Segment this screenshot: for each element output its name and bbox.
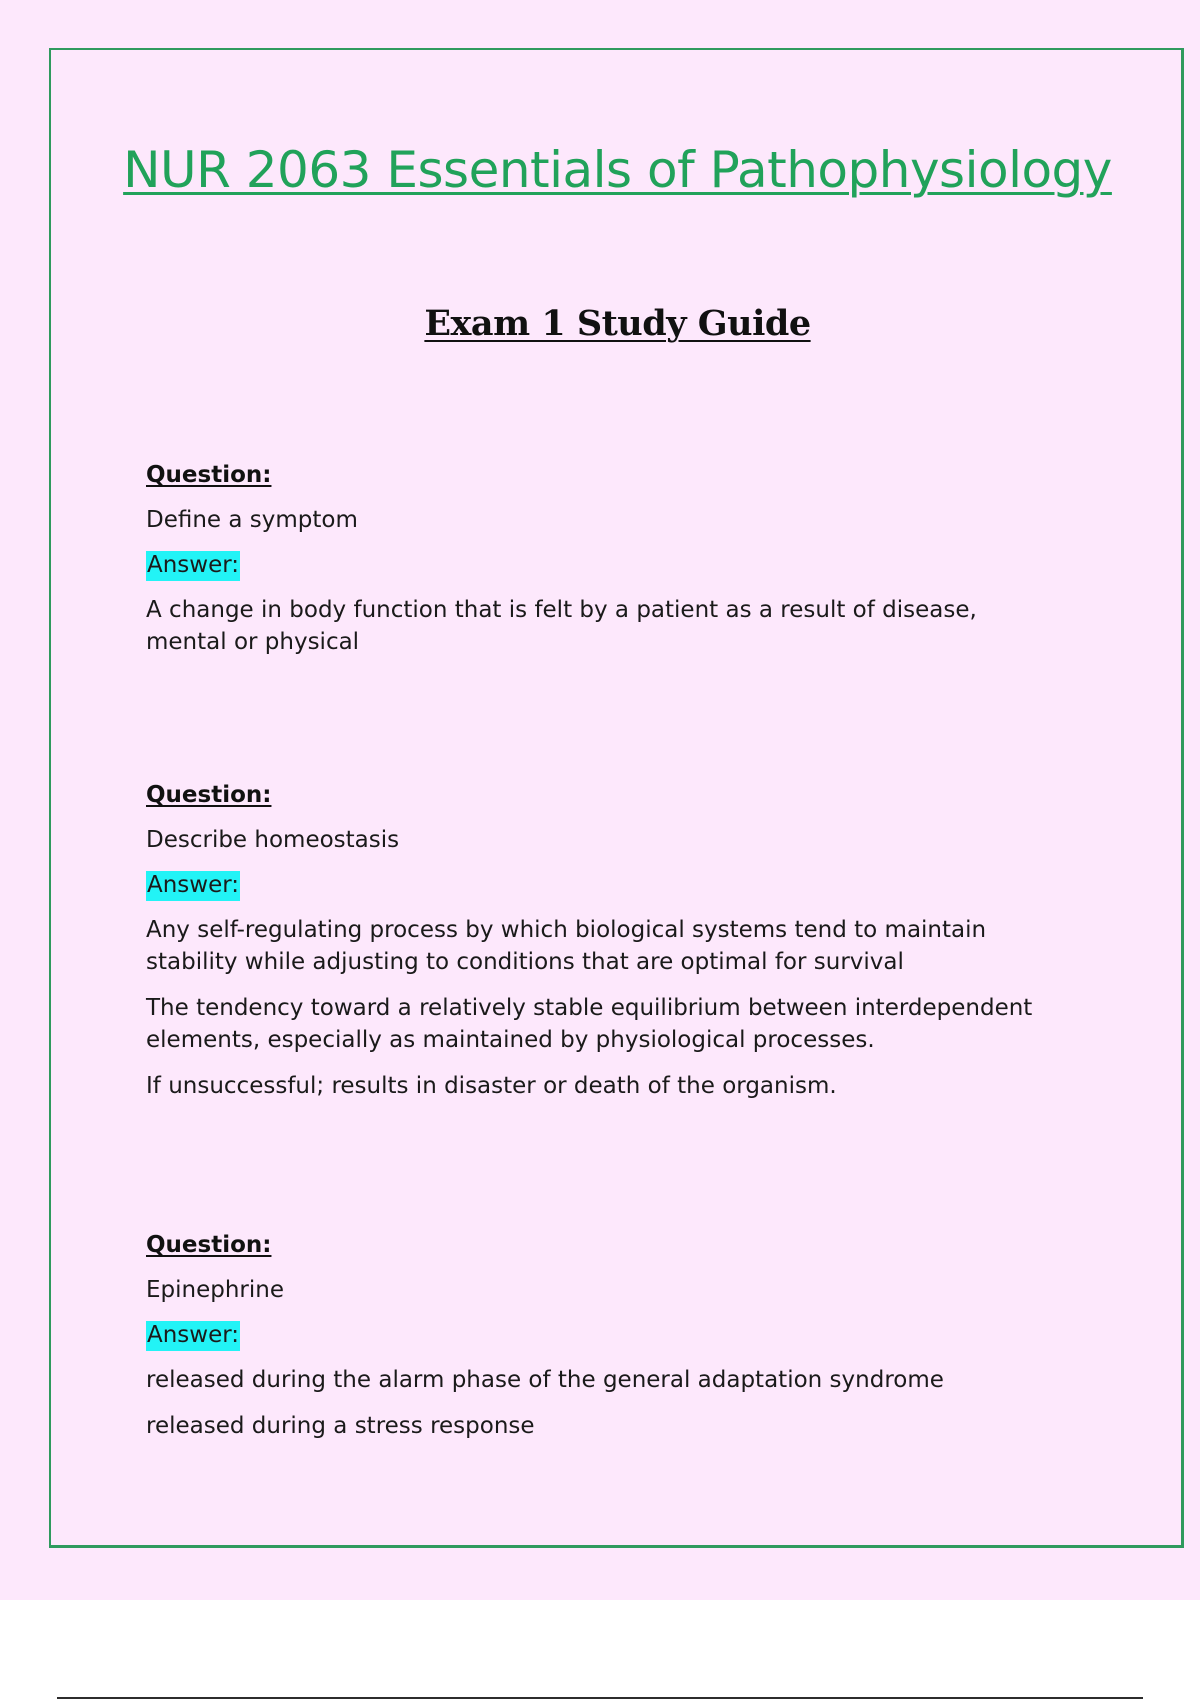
answer-text: released during the alarm phase of the general adaptation syndrome xyxy=(146,1367,944,1393)
qa-item xyxy=(146,456,1106,672)
answer-text: The tendency toward a relatively stable equilibrium between interdependent elements, especially as maintained by physiological processes. xyxy=(146,995,1033,1053)
qa-item xyxy=(146,1226,1106,1456)
question-text: Describe homeostasis xyxy=(146,827,400,853)
answer-label-row xyxy=(146,549,1106,581)
question-label: Question: xyxy=(146,462,272,488)
question-text: Define a symptom xyxy=(146,507,358,533)
qa-item xyxy=(146,776,1106,1116)
answer-label-row xyxy=(146,1319,1106,1351)
answer-label: Answer: xyxy=(146,551,240,581)
footer-divider xyxy=(57,1697,1143,1699)
answer-text: Any self-regulating process by which biological systems tend to maintain stability while adjusting to conditions that are optimal for survival xyxy=(146,917,987,975)
document-subtitle: Exam 1 Study Guide xyxy=(424,303,811,344)
question-label: Question: xyxy=(146,1232,272,1258)
answer-label-row xyxy=(146,869,1106,901)
answer-text: A change in body function that is felt by a patient as a result of disease, mental or physical xyxy=(146,597,977,655)
answer-label: Answer: xyxy=(146,871,240,901)
question-text: Epinephrine xyxy=(146,1277,284,1303)
answer-text: released during a stress response xyxy=(146,1413,535,1439)
question-label: Question: xyxy=(146,782,272,808)
answer-label: Answer: xyxy=(146,1321,240,1351)
answer-text: If unsuccessful; results in disaster or death of the organism. xyxy=(146,1073,837,1099)
document-title: NUR 2063 Essentials of Pathophysiology xyxy=(123,141,1112,199)
